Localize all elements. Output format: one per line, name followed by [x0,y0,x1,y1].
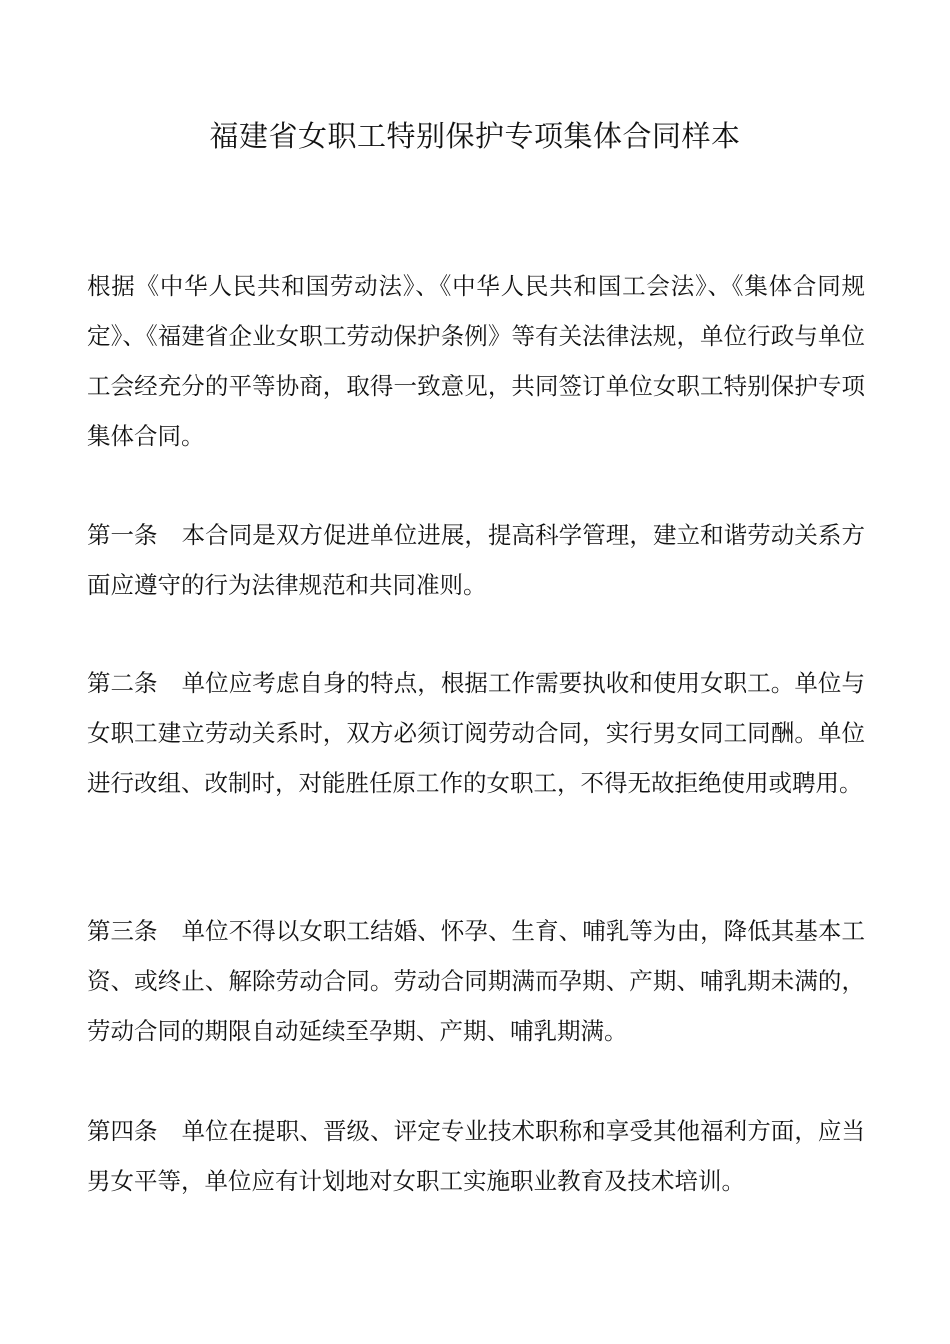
article-1-text: 本合同是双方促进单位进展，提高科学管理，建立和谐劳动关系方面应遵守的行为法律规范和共同准则。 [87,521,865,599]
intro-paragraph: 根据《中华人民共和国劳动法》、《中华人民共和国工会法》、《集体合同规定》、《福建省企业女职工劳动保护条例》等有关法律法规，单位行政与单位工会经充分的平等协商，取得一致意见，共同签订单位女职工特别保护专项集体合同。 [87,272,865,450]
article-3-number: 第三条 [87,917,158,945]
article-4-text: 单位在提职、晋级、评定专业技术职称和享受其他福利方面，应当男女平等，单位应有计划地对女职工实施职业教育及技术培训。 [87,1117,865,1195]
article-3 [87,906,865,1056]
document-title: 福建省女职工特别保护专项集体合同样本 [209,119,741,153]
article-4-number: 第四条 [87,1117,158,1145]
article-2 [87,658,865,808]
article-1-number: 第一条 [87,521,158,549]
article-3-text: 单位不得以女职工结婚、怀孕、生育、哺乳等为由，降低其基本工资、或终止、解除劳动合同。劳动合同期满而孕期、产期、哺乳期未满的，劳动合同的期限自动延续至孕期、产期、哺乳期满。 [87,917,865,1045]
article-2-text: 单位应考虑自身的特点，根据工作需要执收和使用女职工。单位与女职工建立劳动关系时，双方必须订阅劳动合同，实行男女同工同酬。单位进行改组、改制时，对能胜任原工作的女职工，不得无故拒绝使用或聘用。 [87,669,865,797]
article-1 [87,510,865,610]
article-2-number: 第二条 [87,669,158,697]
article-4 [87,1106,865,1206]
